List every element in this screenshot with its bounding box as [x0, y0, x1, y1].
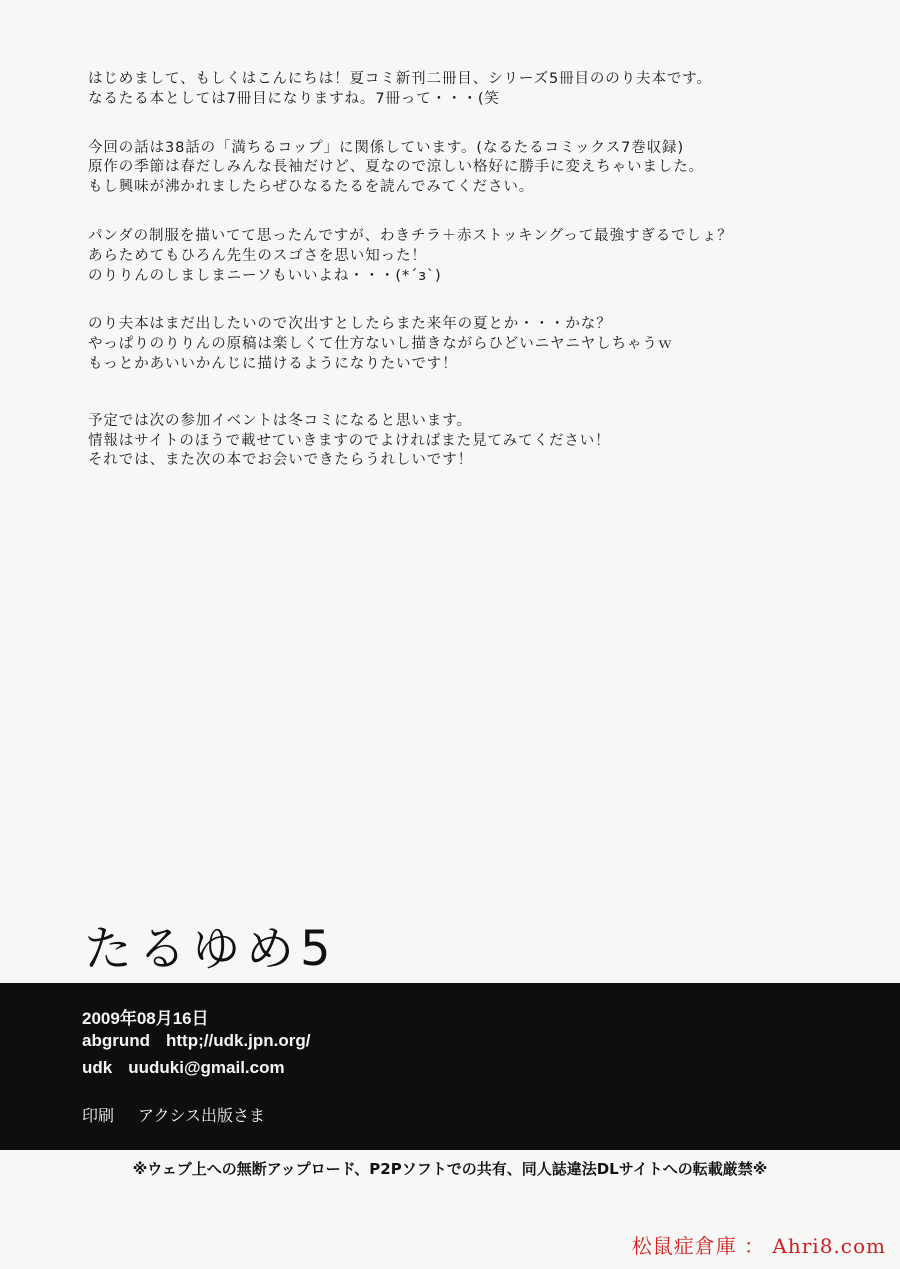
printer-label: 印刷: [82, 1106, 115, 1125]
colophon-circle: [82, 1031, 310, 1051]
text-line: なるたる本としては7冊目になりますね。7冊って・・・(笑: [88, 90, 500, 107]
afterword-message: [88, 70, 828, 500]
paragraph-event: [88, 412, 828, 471]
text-line: もし興味が沸かれましたらぜひなるたるを読んでみてください。: [88, 179, 535, 196]
author-name: udk: [82, 1058, 113, 1077]
colophon-author: [82, 1058, 285, 1078]
circle-url: http;//udk.jpn.org/: [166, 1031, 311, 1050]
colophon-printer: [82, 1103, 265, 1126]
paragraph-future: [88, 315, 828, 374]
book-title: たるゆめ5: [84, 921, 337, 977]
text-line: のり夫本はまだ出したいので次出すとしたらまた来年の夏とか・・・かな？: [88, 316, 612, 333]
text-line: 原作の季節は春だしみんな長袖だけど、夏なので涼しい格好に勝手に変えちゃいました。: [88, 159, 704, 176]
colophon-block: [0, 983, 900, 1150]
text-line: 今回の話は38話の「満ちるコップ」に関係しています。(なるたるコミックス7巻収録): [88, 139, 685, 156]
paragraph-greeting: [88, 70, 828, 110]
colophon-date: 2009年08月16日: [82, 1009, 209, 1028]
paragraph-uniform: [88, 227, 828, 286]
paragraph-story: [88, 139, 828, 198]
text-line: それでは、また次の本でお会いできたらうれしいです！: [88, 452, 473, 469]
author-email: uuduki@gmail.com: [128, 1058, 285, 1077]
text-line: やっぱりのりりんの原稿は楽しくて仕方ないし描きながらひどいニヤニヤしちゃうｗ: [88, 336, 674, 353]
text-line: はじめまして、もしくはこんにちは！夏コミ新刊二冊目、シリーズ5冊目ののり夫本です。: [88, 71, 712, 87]
text-line: 情報はサイトのほうで載せていきますのでよければまた見てみてください！: [88, 432, 611, 449]
watermark-text: 松鼠症倉庫 ： Ahri8.com: [631, 1234, 886, 1258]
text-line: パンダの制服を描いてて思ったんですが、わきチラ＋赤ストッキングって最強すぎるでしょ？: [88, 227, 733, 244]
redistribution-warning: ※ウェブ上への無断アップロード、P2Pソフトでの共有、同人誌違法DLサイトへの転載厳禁※: [132, 1160, 768, 1178]
text-line: のりりんのしましまニーソもいいよね・・・(*´з`): [88, 267, 442, 284]
printer-name: アクシス出版さま: [138, 1106, 266, 1125]
circle-name: abgrund: [82, 1031, 150, 1050]
text-line: もっとかあいいかんじに描けるようになりたいです！: [88, 355, 458, 372]
text-line: あらためてもひろん先生のスゴさを思い知った！: [88, 247, 427, 264]
text-line: 予定では次の参加イベントは冬コミになると思います。: [88, 412, 472, 429]
